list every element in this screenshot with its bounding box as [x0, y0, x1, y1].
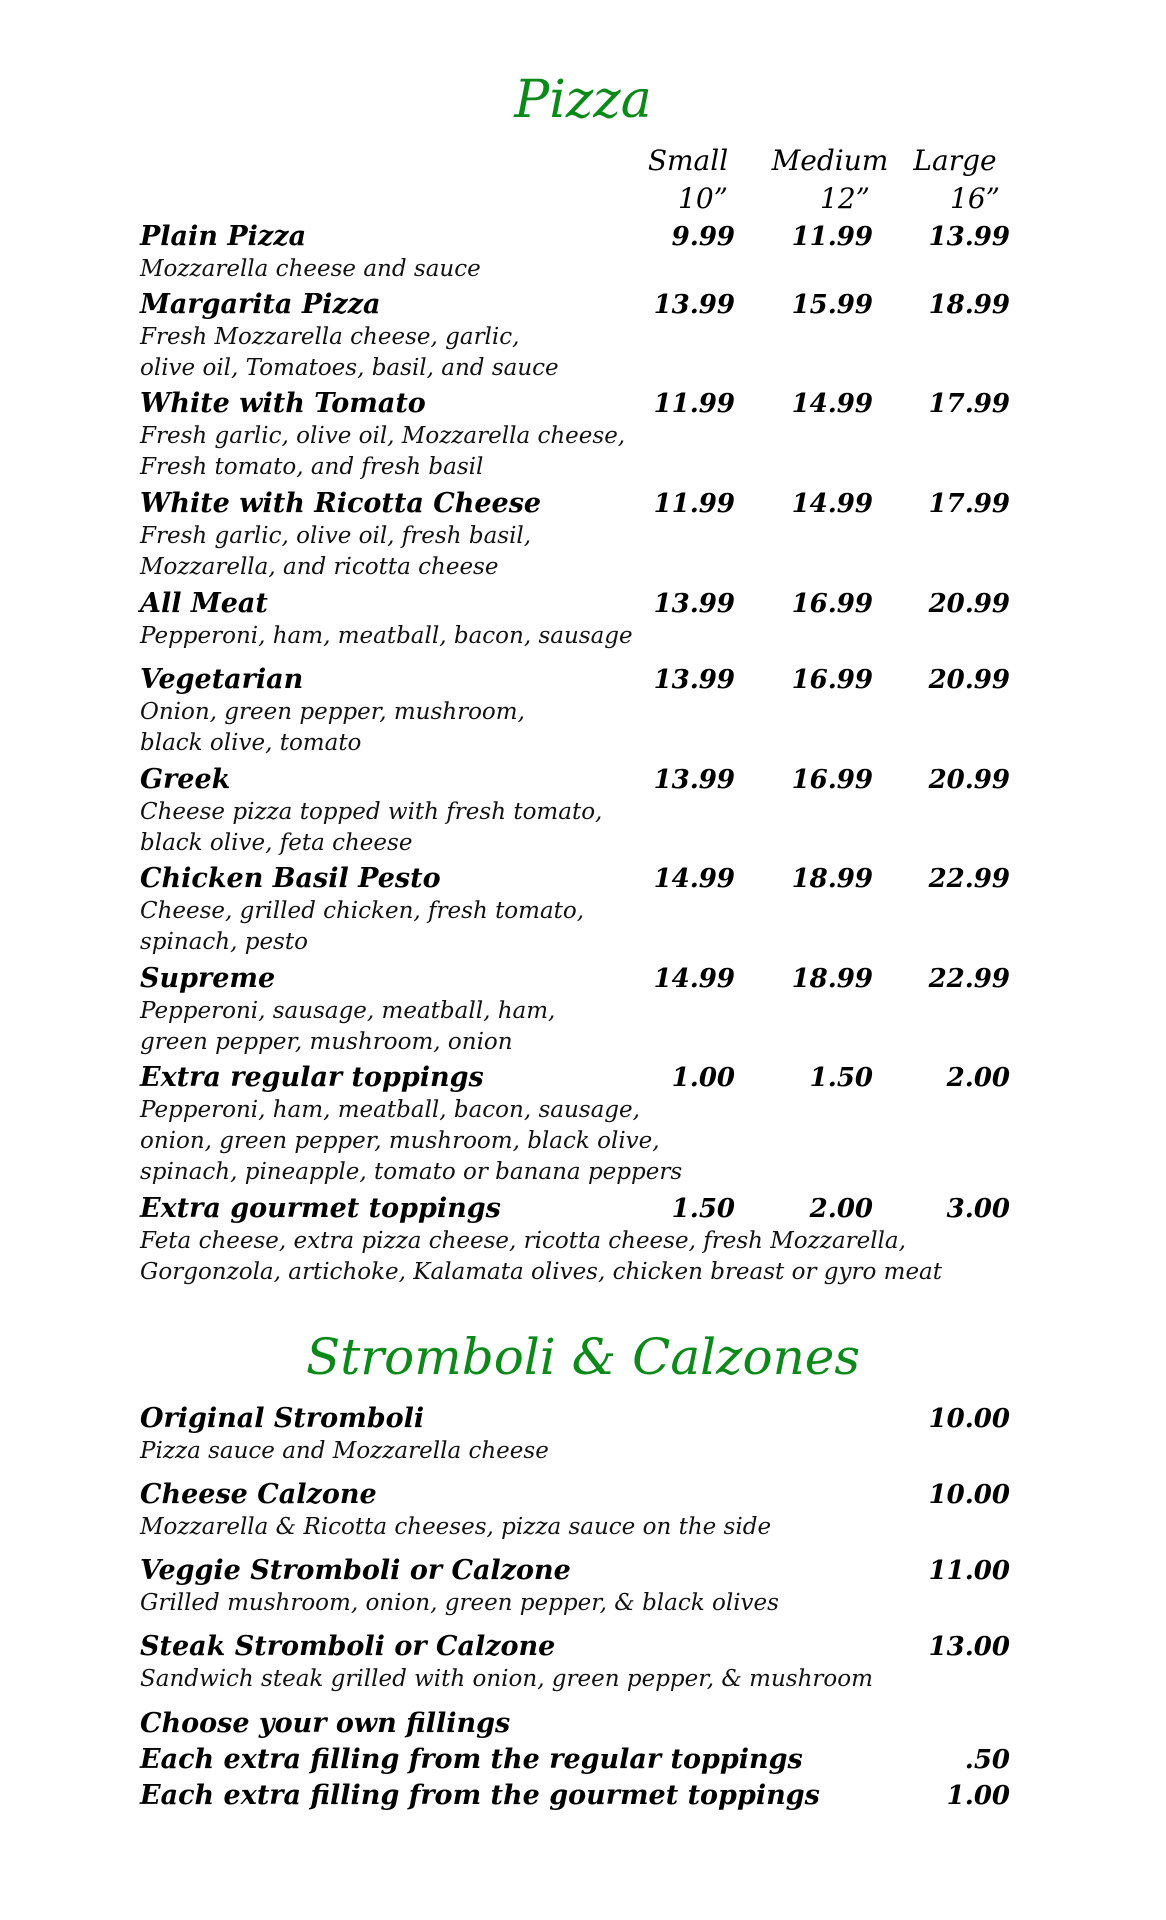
- price-medium: 14.99: [791, 489, 873, 519]
- menu-item: [140, 862, 1040, 958]
- item-name: Original Stromboli: [140, 1403, 425, 1434]
- item-name: Extra regular toppings: [140, 1062, 484, 1093]
- item-description: Fresh garlic, olive oil, Mozzarella cheese, Fresh tomato, and fresh basil: [140, 423, 626, 480]
- price-medium: 11.99: [791, 222, 873, 252]
- price-small: 9.99: [671, 222, 735, 252]
- pizza-section-title: Pizza: [514, 70, 652, 130]
- item-name: White with Tomato: [140, 388, 426, 419]
- price-small: 11.99: [653, 489, 735, 519]
- item-name: Chicken Basil Pesto: [140, 863, 441, 894]
- price-small: 14.99: [653, 864, 735, 894]
- menu-item: [140, 587, 1040, 652]
- item-description: Pepperoni, sausage, meatball, ham, green pepper, mushroom, onion: [140, 998, 556, 1055]
- stromboli-section-title: Stromboli & Calzones: [305, 1328, 861, 1386]
- item-description: Mozzarella cheese and sauce: [140, 256, 481, 282]
- price-medium: 18.99: [791, 864, 873, 894]
- item-name: All Meat: [140, 588, 268, 619]
- price-small: 13.99: [653, 765, 735, 795]
- item-price: 10.00: [928, 1404, 1010, 1434]
- size-name: Small: [647, 144, 729, 177]
- price-large: 20.99: [928, 765, 1010, 795]
- item-name: Extra gourmet toppings: [140, 1193, 501, 1224]
- price-small: 11.99: [653, 389, 735, 419]
- item-description: Pepperoni, ham, meatball, bacon, sausage, onion, green pepper, mushroom, black olive, spinach, pineapple, tomato or banana peppers: [140, 1097, 683, 1185]
- menu-item: [140, 1192, 1040, 1288]
- item-name: Greek: [140, 764, 231, 795]
- price-medium: 15.99: [791, 290, 873, 320]
- size-header-small: [628, 142, 748, 218]
- price-medium: 16.99: [791, 765, 873, 795]
- menu-item: [140, 220, 1040, 285]
- item-name: Vegetarian: [140, 664, 304, 695]
- price-medium: 16.99: [791, 589, 873, 619]
- menu-item: [140, 763, 1040, 859]
- item-price: 11.00: [928, 1556, 1010, 1586]
- size-inches: 16”: [950, 182, 1000, 215]
- item-name: Margarita Pizza: [140, 289, 381, 320]
- item-description: Sandwich steak grilled with onion, green pepper, & mushroom: [140, 1666, 873, 1692]
- price-small: 1.50: [671, 1194, 735, 1224]
- price-small: 13.99: [653, 290, 735, 320]
- size-inches: 12”: [820, 182, 870, 215]
- menu-item: [140, 1630, 1040, 1695]
- item-description: Grilled mushroom, onion, green pepper, & black olives: [140, 1590, 779, 1616]
- price-small: 1.00: [671, 1063, 735, 1093]
- item-price: 13.00: [928, 1632, 1010, 1662]
- item-description: Fresh garlic, olive oil, fresh basil, Mozzarella, and ricotta cheese: [140, 523, 532, 580]
- item-name: Supreme: [140, 963, 276, 994]
- fillings-block: [140, 1707, 1040, 1741]
- price-small: 13.99: [653, 665, 735, 695]
- price-large: 22.99: [928, 964, 1010, 994]
- price-medium: 16.99: [791, 665, 873, 695]
- menu-item: [140, 663, 1040, 759]
- size-header-medium: [760, 142, 900, 218]
- item-description: Pizza sauce and Mozzarella cheese: [140, 1438, 549, 1464]
- item-description: Cheese, grilled chicken, fresh tomato, spinach, pesto: [140, 898, 585, 955]
- item-name: Plain Pizza: [140, 221, 307, 252]
- size-inches: 10”: [678, 182, 728, 215]
- menu-item: [140, 1554, 1040, 1619]
- filling-label: Each extra filling from the regular toppings: [140, 1744, 803, 1775]
- item-description: Cheese pizza topped with fresh tomato, black olive, feta cheese: [140, 799, 603, 856]
- size-name: Large: [913, 144, 997, 177]
- price-small: 14.99: [653, 964, 735, 994]
- price-large: 20.99: [928, 665, 1010, 695]
- filling-line: [140, 1779, 1040, 1813]
- item-name: White with Ricotta Cheese: [140, 488, 542, 519]
- item-description: Onion, green pepper, mushroom, black olive, tomato: [140, 699, 525, 756]
- item-description: Feta cheese, extra pizza cheese, ricotta cheese, fresh Mozzarella, Gorgonzola, artichoke, Kalamata olives, chicken breast or gyro meat: [140, 1228, 943, 1285]
- item-description: Fresh Mozzarella cheese, garlic, olive oil, Tomatoes, basil, and sauce: [140, 324, 559, 381]
- item-price: 10.00: [928, 1480, 1010, 1510]
- price-medium: 1.50: [809, 1063, 873, 1093]
- price-medium: 18.99: [791, 964, 873, 994]
- menu-item: [140, 1478, 1040, 1543]
- price-large: 3.00: [946, 1194, 1010, 1224]
- filling-price: .50: [964, 1745, 1010, 1775]
- menu-item: [140, 487, 1040, 583]
- menu-item: [140, 387, 1040, 483]
- fillings-heading: Choose your own fillings: [140, 1708, 511, 1739]
- item-name: Veggie Stromboli or Calzone: [140, 1555, 571, 1586]
- menu-item: [140, 288, 1040, 384]
- price-large: 20.99: [928, 589, 1010, 619]
- price-large: 13.99: [928, 222, 1010, 252]
- size-header-large: [900, 142, 1010, 218]
- filling-label: Each extra filling from the gourmet toppings: [140, 1780, 820, 1811]
- item-description: Mozzarella & Ricotta cheeses, pizza sauce on the side: [140, 1514, 772, 1540]
- price-large: 22.99: [928, 864, 1010, 894]
- filling-price: 1.00: [946, 1781, 1010, 1811]
- menu-item: [140, 1402, 1040, 1467]
- price-small: 13.99: [653, 589, 735, 619]
- filling-line: [140, 1743, 1040, 1777]
- size-name: Medium: [771, 144, 889, 177]
- price-medium: 2.00: [809, 1194, 873, 1224]
- item-name: Steak Stromboli or Calzone: [140, 1631, 556, 1662]
- menu-item: [140, 1061, 1040, 1188]
- price-large: 17.99: [928, 489, 1010, 519]
- price-large: 2.00: [946, 1063, 1010, 1093]
- price-large: 17.99: [928, 389, 1010, 419]
- menu-item: [140, 962, 1040, 1058]
- item-description: Pepperoni, ham, meatball, bacon, sausage: [140, 623, 633, 649]
- price-large: 18.99: [928, 290, 1010, 320]
- item-name: Cheese Calzone: [140, 1479, 377, 1510]
- price-medium: 14.99: [791, 389, 873, 419]
